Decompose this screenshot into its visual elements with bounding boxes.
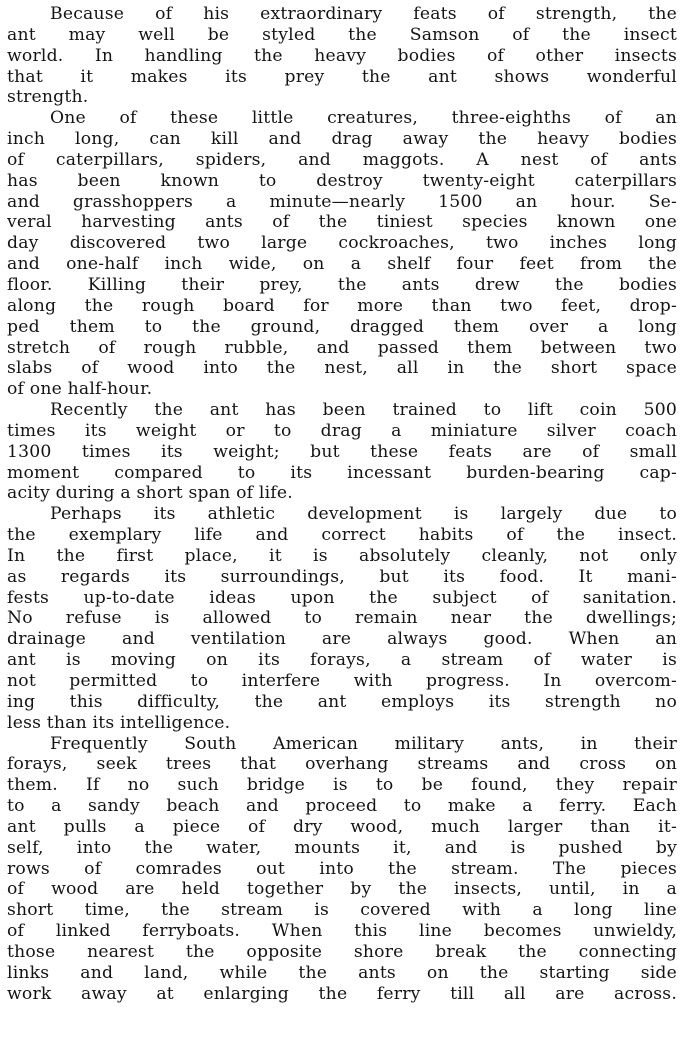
text-line: stretch of rough rubble, and passed them between two	[7, 337, 677, 358]
text-line: links and land, while the ants on the starting side	[7, 962, 677, 983]
text-line: those nearest the opposite shore break the connecting	[7, 941, 677, 962]
text-line: acity during a short span of life.	[7, 483, 293, 504]
text-line: ant pulls a piece of dry wood, much larger than it-	[7, 816, 677, 837]
text-line: veral harvesting ants of the tiniest species known one	[7, 212, 677, 233]
text-line: In the first place, it is absolutely cleanly, not only	[7, 545, 677, 566]
text-line: Because of his extraordinary feats of strength, the	[50, 4, 677, 24]
text-line: ing this difficulty, the ant employs its strength no	[7, 691, 677, 712]
text-line: as regards its surroundings, but its food. It mani-	[7, 566, 677, 587]
paragraph	[7, 4, 677, 108]
article-column	[7, 4, 677, 1005]
text-line: that it makes its prey the ant shows wonderful	[7, 66, 677, 87]
text-line: self, into the water, mounts it, and is pushed by	[7, 837, 677, 858]
text-line: Frequently South American military ants, in their	[50, 733, 677, 754]
text-line: inch long, can kill and drag away the heavy bodies	[7, 129, 677, 150]
text-line: rows of comrades out into the stream. The pieces	[7, 858, 677, 879]
text-line: the exemplary life and correct habits of the insect.	[7, 525, 677, 546]
text-line: floor. Killing their prey, the ants drew the bodies	[7, 274, 677, 295]
text-line: forays, seek trees that overhang streams and cross on	[7, 754, 677, 775]
text-line: has been known to destroy twenty-eight caterpillars	[7, 170, 677, 191]
text-line: short time, the stream is covered with a long line	[7, 900, 677, 921]
text-line: and grasshoppers a minute—nearly 1500 an hour. Se-	[7, 191, 677, 212]
paragraph	[7, 400, 677, 504]
text-line: not permitted to interfere with progress. In overcom-	[7, 671, 677, 691]
text-line: No refuse is allowed to remain near the dwellings;	[7, 608, 677, 629]
text-line: to a sandy beach and proceed to make a ferry. Each	[7, 796, 677, 817]
text-line: fests up-to-date ideas upon the subject of sanitation.	[7, 587, 677, 608]
paragraph	[7, 734, 677, 1005]
paragraph	[7, 504, 677, 733]
text-line: slabs of wood into the nest, all in the short space	[7, 358, 677, 379]
text-line: and one-half inch wide, on a shelf four feet from the	[7, 254, 677, 275]
text-line: along the rough board for more than two feet, drop-	[7, 295, 677, 316]
text-line: times its weight or to drag a miniature silver coach	[7, 420, 677, 441]
text-line: of wood are held together by the insects, until, in a	[7, 879, 677, 900]
text-line: Recently the ant has been trained to lift coin 500	[50, 400, 677, 421]
text-line: Perhaps its athletic development is largely due to	[50, 504, 677, 525]
text-line: ped them to the ground, dragged them over a long	[7, 316, 677, 337]
text-line: of caterpillars, spiders, and maggots. A nest of ants	[7, 149, 677, 170]
text-line: of linked ferryboats. When this line becomes unwieldy,	[7, 921, 677, 942]
text-line: them. If no such bridge is to be found, they repair	[7, 775, 677, 796]
text-line: of one half-hour.	[7, 379, 153, 400]
text-line: strength.	[7, 87, 89, 108]
paragraph	[7, 108, 677, 400]
text-line: less than its intelligence.	[7, 712, 231, 733]
text-line: ant is moving on its forays, a stream of water is	[7, 650, 677, 671]
text-line: 1300 times its weight; but these feats are of small	[7, 441, 677, 462]
text-line: drainage and ventilation are always good. When an	[7, 629, 677, 650]
text-line: ant may well be styled the Samson of the insect	[7, 24, 677, 45]
text-line: work away at enlarging the ferry till all are across.	[7, 983, 677, 1004]
text-line: moment compared to its incessant burden-bearing cap-	[7, 462, 677, 483]
text-line: world. In handling the heavy bodies of other insects	[7, 45, 677, 66]
text-line: day discovered two large cockroaches, two inches long	[7, 233, 677, 254]
text-line: One of these little creatures, three-eighths of an	[50, 108, 677, 129]
